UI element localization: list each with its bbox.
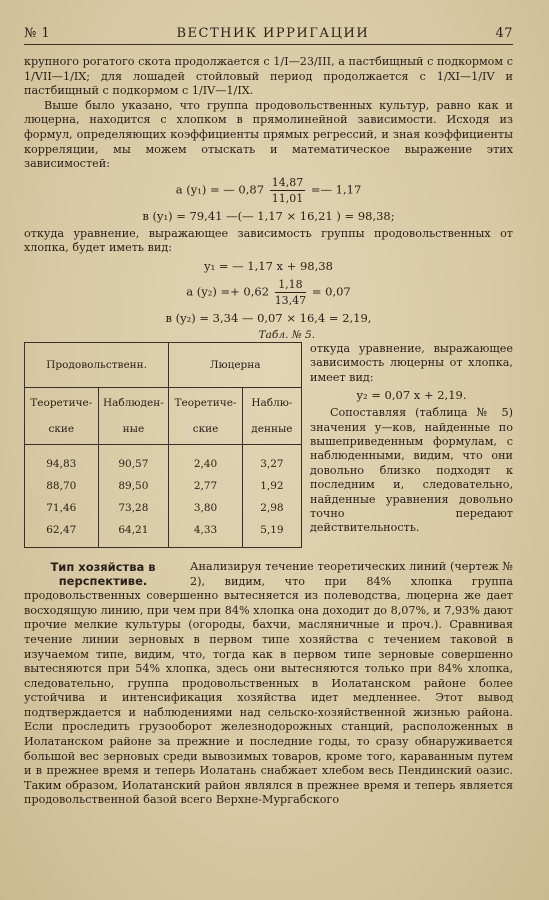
table-group-header: Продовольственн. bbox=[25, 342, 169, 387]
formula-y2-equation: y₂ = 0,07 x + 2,19. bbox=[356, 388, 467, 403]
page-number: 47 bbox=[495, 26, 513, 41]
data-table bbox=[24, 342, 302, 548]
paragraph-1: крупного рогатого скота продолжается с 1/I—23/III, а пастбищный с подкормом с 1/VII—1/IX; для лошадей стойловый период продолжается с 1/XI—1/IV и пастбищный с подкормом с 1/IV—1/IX. bbox=[24, 55, 513, 98]
table-cell: 2,77 bbox=[169, 475, 243, 497]
table-cell: 3,80 bbox=[169, 497, 243, 519]
side-paragraph-1: откуда уравнение, выражающее зависимость люцерны от хлопка, имеет вид: bbox=[310, 341, 513, 384]
table-row bbox=[25, 444, 302, 475]
table-column-header: Теоретиче-ские bbox=[25, 387, 99, 444]
table-cell: 1,92 bbox=[242, 475, 301, 497]
formula-a-y2: a (y₂) =+ 0,62 $\frac{1,18}{13,47}$ = 0,07 bbox=[186, 277, 351, 307]
table-column-header: Наблюден-ные bbox=[98, 387, 169, 444]
table-cell: 2,40 bbox=[169, 444, 243, 475]
table-cell: 4,33 bbox=[169, 519, 243, 548]
table-cell: 3,27 bbox=[242, 444, 301, 475]
table-cell: 90,57 bbox=[98, 444, 169, 475]
table-cell: 62,47 bbox=[25, 519, 99, 548]
table-row bbox=[25, 497, 302, 519]
table-section bbox=[24, 342, 513, 548]
formula-a-y1: a (y₁) = — 0,87 $\frac{14,87}{11,01}$ =— 1,17 bbox=[175, 175, 362, 205]
paragraph-2: Выше было указано, что группа продовольственных культур, равно как и люцерна, находится с хлопком в прямолинейной зависимости. Исходя из формул, определяющих коэффициенты прямых регрессий, и зная коэффициенты корреляции, мы можем отыскать и математическое выражение этих зависимостей: bbox=[24, 98, 513, 171]
table-cell: 88,70 bbox=[25, 475, 99, 497]
section-heading: Тип хозяйства в перспективе. bbox=[50, 559, 156, 588]
paragraph-3: откуда уравнение, выражающее зависимость группы продовольственных от хлопка, будет иметь вид: bbox=[24, 226, 513, 255]
table-row bbox=[25, 519, 302, 548]
table-caption: Табл. № 5. bbox=[258, 328, 315, 341]
table-cell: 64,21 bbox=[98, 519, 169, 548]
table-column-header: Наблю-денные bbox=[242, 387, 301, 444]
table-cell: 5,19 bbox=[242, 519, 301, 548]
formula-b-y1: в (y₁) = 79,41 —(— 1,17 × 16,21 ) = 98,38; bbox=[142, 208, 395, 223]
formula-b-y2: в (y₂) = 3,34 — 0,07 × 16,4 = 2,19, bbox=[165, 310, 372, 325]
table-cell: 73,28 bbox=[98, 497, 169, 519]
side-paragraph-2: Сопоставляя (таблица № 5) значения y—ков, найденные по вышеприведенным формулам, с наблюденными, видим, что они довольно близко подходят к последним и, следовательно, найденные уравнения довольно точно передают действительность. bbox=[310, 406, 513, 535]
table-cell: 2,98 bbox=[242, 497, 301, 519]
issue-number: № 1 bbox=[24, 26, 51, 41]
table-cell: 89,50 bbox=[98, 475, 169, 497]
paragraph-4: Анализируя течение теоретических линий (чертеж № 2), видим, что при 84% хлопка группа продовольственных совершенно вытесняется из полеводства, люцерна же дает восходящую линию, при чем при 84% хлопка она доходит до 8,07%, и 7,93% дают прочие мелкие культуры (огороды, бахчи, масляничные и проч.). Сравнивая течение линии зерновых в первом типе хозяйства с течением таковой в изучаемом типе, видим, что, тогда как в первом типе зерновые совершенно вытесняются при 54% хлопка, здесь они вытесняются только при 84% хлопка, следовательно, группа продовольственных в Иолатанском районе более устойчива и интенсификация хозяйства идет медленнее. Этот вывод подтверждается и наблюдениями над сельско-хозяйственной жизнью района. Если проследить грузооборот железнодорожных станций, расположенных в Иолатанском районе за прежние и последние годы, то сразу обнаруживается большой вес зерновых среди вывозимых товаров, кроме того, караванным путем и в прежнее время и теперь Иолатань снабжает хлебом весь Пендинский оазис. Таким образом, Иолатанский район являлся в прежнее время и теперь является продовольственной базой всего Верхне-Мургабского bbox=[24, 559, 513, 807]
section bbox=[24, 560, 513, 808]
table-column-header: Теоретиче-ские bbox=[169, 387, 243, 444]
journal-title: ВЕСТНИК ИРРИГАЦИИ bbox=[176, 26, 370, 41]
table-row bbox=[25, 475, 302, 497]
formula-y1-equation: y₁ = — 1,17 x + 98,38 bbox=[204, 258, 333, 273]
page-header bbox=[24, 26, 513, 45]
side-column bbox=[310, 342, 513, 548]
table-cell: 71,46 bbox=[25, 497, 99, 519]
table-cell: 94,83 bbox=[25, 444, 99, 475]
table-group-header: Люцерна bbox=[169, 342, 302, 387]
